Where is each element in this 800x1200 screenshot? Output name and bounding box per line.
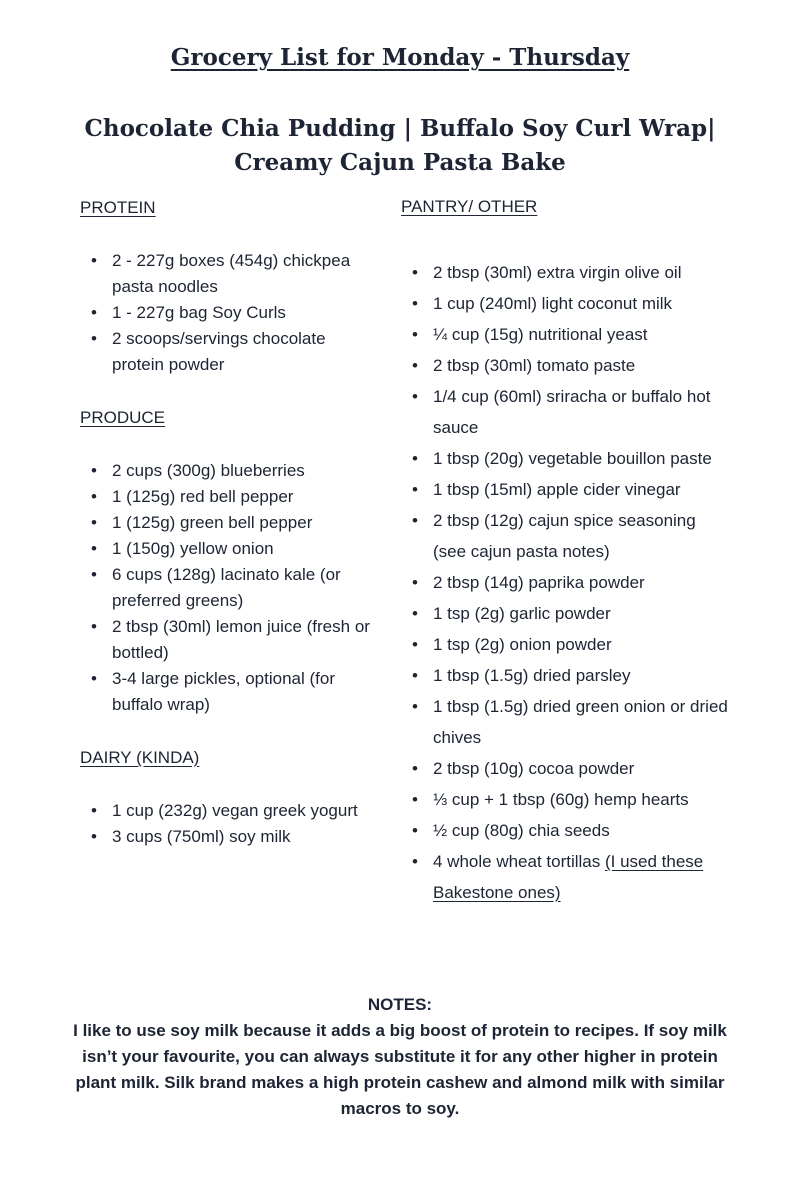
list-item: • 2 tbsp (10g) cocoa powder — [401, 753, 731, 784]
dairy-heading: DAIRY (KINDA) — [80, 748, 200, 767]
bakestone-tortillas-link[interactable]: (I used these Bakestone ones) — [433, 852, 704, 902]
subtitle-line-1: Chocolate Chia Pudding | Buffalo Soy Curl Wrap| — [84, 115, 716, 142]
bullet-icon: • — [91, 827, 97, 846]
right-column — [401, 195, 731, 908]
bullet-icon: • — [412, 387, 418, 406]
produce-heading: PRODUCE — [80, 408, 166, 427]
dairy-list — [80, 798, 380, 850]
list-item: • 1 (125g) red bell pepper — [80, 484, 380, 510]
list-item: • 2 tbsp (12g) cajun spice seasoning (see cajun pasta notes) — [401, 505, 731, 567]
produce-list — [80, 458, 380, 718]
list-item: • 2 cups (300g) blueberries — [80, 458, 380, 484]
list-item: • 2 - 227g boxes (454g) chickpea pasta noodles — [80, 248, 380, 300]
list-item: • 1 tbsp (15ml) apple cider vinegar — [401, 474, 731, 505]
list-item: • 1 (150g) yellow onion — [80, 536, 380, 562]
recipes-subtitle — [60, 112, 740, 180]
list-item: • 6 cups (128g) lacinato kale (or preferred greens) — [80, 562, 380, 614]
bullet-icon: • — [91, 251, 97, 270]
list-item: • 1 tbsp (20g) vegetable bouillon paste — [401, 443, 731, 474]
bullet-icon: • — [412, 573, 418, 592]
list-item: • 2 tbsp (30ml) tomato paste — [401, 350, 731, 381]
list-item: • 1 tbsp (1.5g) dried parsley — [401, 660, 731, 691]
list-item: • ¼ cup (15g) nutritional yeast — [401, 319, 731, 350]
list-item: • ½ cup (80g) chia seeds — [401, 815, 731, 846]
list-item: • 1 tbsp (1.5g) dried green onion or dried chives — [401, 691, 731, 753]
bullet-icon: • — [412, 604, 418, 623]
bullet-icon: • — [412, 666, 418, 685]
bullet-icon: • — [412, 511, 418, 530]
bullet-icon: • — [412, 356, 418, 375]
bullet-icon: • — [91, 565, 97, 584]
protein-heading: PROTEIN — [80, 198, 156, 217]
bullet-icon: • — [91, 539, 97, 558]
bullet-icon: • — [91, 461, 97, 480]
list-item: • 2 tbsp (30ml) lemon juice (fresh or bottled) — [80, 614, 380, 666]
bullet-icon: • — [412, 449, 418, 468]
bullet-icon: • — [412, 759, 418, 778]
bullet-icon: • — [412, 852, 418, 871]
bullet-icon: • — [412, 790, 418, 809]
bullet-icon: • — [412, 480, 418, 499]
bullet-icon: • — [91, 801, 97, 820]
notes-section — [70, 992, 730, 1122]
list-item: • 1 tsp (2g) garlic powder — [401, 598, 731, 629]
bullet-icon: • — [91, 303, 97, 322]
protein-list — [80, 248, 380, 378]
pantry-heading: PANTRY/ OTHER — [401, 197, 538, 216]
bullet-icon: • — [412, 697, 418, 716]
bullet-icon: • — [412, 821, 418, 840]
list-item: • 2 scoops/servings chocolate protein powder — [80, 326, 380, 378]
bullet-icon: • — [412, 294, 418, 313]
list-item: • 1 cup (240ml) light coconut milk — [401, 288, 731, 319]
bullet-icon: • — [91, 329, 97, 348]
notes-body: I like to use soy milk because it adds a big boost of protein to recipes. If soy milk isn’t your favourite, you can always substitute it for any other higher in protein plant milk. Silk brand makes a high protein cashew and almond milk with similar macros to soy. — [73, 1021, 727, 1118]
list-item-tortillas: • 4 whole wheat tortillas (I used these Bakestone ones) — [401, 846, 731, 908]
list-item: • 1 - 227g bag Soy Curls — [80, 300, 380, 326]
left-column — [80, 196, 380, 878]
list-item: • 2 tbsp (30ml) extra virgin olive oil — [401, 257, 731, 288]
list-item: • 3 cups (750ml) soy milk — [80, 824, 380, 850]
list-item: • 3-4 large pickles, optional (for buffalo wrap) — [80, 666, 380, 718]
list-item: • 1 cup (232g) vegan greek yogurt — [80, 798, 380, 824]
list-item: • 1/4 cup (60ml) sriracha or buffalo hot sauce — [401, 381, 731, 443]
bullet-icon: • — [91, 669, 97, 688]
page-title: Grocery List for Monday - Thursday — [170, 44, 630, 71]
bullet-icon: • — [91, 617, 97, 636]
bullet-icon: • — [412, 635, 418, 654]
pantry-list — [401, 257, 731, 908]
subtitle-line-2: Creamy Cajun Pasta Bake — [234, 149, 566, 176]
list-item: • 1 tsp (2g) onion powder — [401, 629, 731, 660]
list-item: • ⅓ cup + 1 tbsp (60g) hemp hearts — [401, 784, 731, 815]
list-item: • 1 (125g) green bell pepper — [80, 510, 380, 536]
bullet-icon: • — [91, 487, 97, 506]
list-item: • 2 tbsp (14g) paprika powder — [401, 567, 731, 598]
bullet-icon: • — [412, 325, 418, 344]
bullet-icon: • — [412, 263, 418, 282]
bullet-icon: • — [91, 513, 97, 532]
notes-title: NOTES: — [367, 995, 433, 1014]
